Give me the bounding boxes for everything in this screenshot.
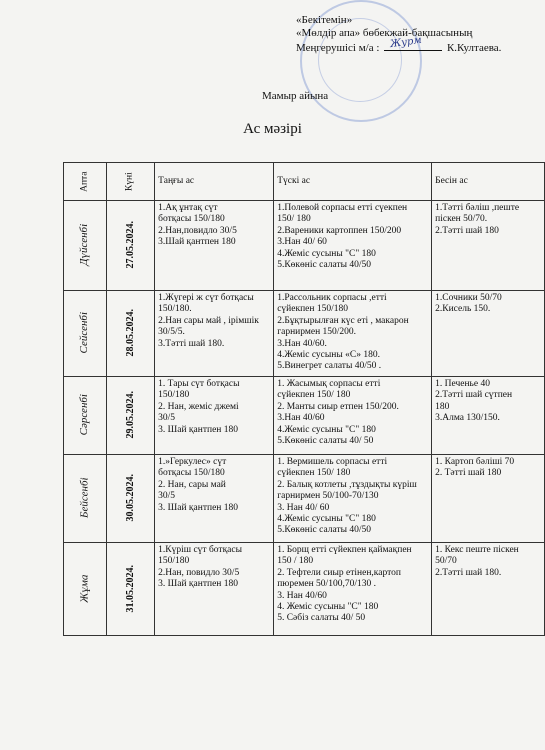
weekday-label: Сейсенбі — [78, 312, 91, 354]
breakfast-cell — [155, 291, 274, 377]
breakfast-item: 3.Шай қантпен 180 — [158, 237, 236, 248]
breakfast-cell — [155, 455, 274, 543]
snack-item: 3.Алма 130/150. — [435, 413, 500, 424]
date-label: 28.05.2024. — [124, 309, 136, 357]
date-label: 30.05.2024. — [124, 474, 136, 522]
table-row — [64, 543, 545, 636]
manager-line — [296, 34, 502, 55]
lunch-item: 3. Нан 40/ 60 — [277, 502, 330, 513]
lunch-item: 5.Көкөніс салаты 40/ 50 — [277, 436, 374, 447]
lunch-item: 150/ 180 — [277, 214, 311, 225]
snack-cell — [432, 377, 545, 455]
snack-cell — [432, 201, 545, 291]
lunch-cell — [274, 455, 432, 543]
weekday-label: Дүйсенбі — [78, 224, 91, 266]
weekday-cell — [64, 543, 107, 636]
weekday-label: Жұма — [78, 574, 91, 603]
breakfast-item: 2. Нан, жеміс джемі — [158, 401, 239, 412]
snack-item: 180 — [435, 401, 450, 412]
lunch-item: 5.Көкөніс салаты 40/50 — [277, 260, 372, 271]
date-cell — [106, 543, 155, 636]
lunch-cell — [274, 543, 432, 636]
lunch-item: 5. Сәбіз салаты 40/ 50 — [277, 613, 366, 624]
handwritten-signature: Журм — [389, 34, 423, 51]
approve-line: «Бекітемін» — [296, 14, 353, 26]
lunch-item: 5.Винегрет салаты 40/50 . — [277, 361, 382, 372]
breakfast-item: 3. Шай қантпен 180 — [158, 502, 239, 513]
lunch-item: 5.Көкөніс салаты 40/50 — [277, 525, 372, 536]
breakfast-item: 30/5 — [158, 491, 176, 502]
lunch-item: 2. Тефтели сиыр етінен,картоп — [277, 567, 401, 578]
header-week: Апта — [64, 163, 107, 201]
lunch-item: пюремен 50/100,70/130 . — [277, 579, 376, 590]
date-cell — [106, 455, 155, 543]
month-label: Мамыр айына — [262, 90, 329, 102]
menu-table — [63, 162, 545, 636]
lunch-cell — [274, 377, 432, 455]
table-row — [64, 201, 545, 291]
breakfast-cell — [155, 543, 274, 636]
table-row — [64, 291, 545, 377]
lunch-item: гарнирмен 50/100-70/130 — [277, 491, 379, 502]
date-label: 27.05.2024. — [124, 221, 136, 269]
breakfast-cell — [155, 377, 274, 455]
lunch-item: 1.Рассольник сорпасы ,етті — [277, 293, 387, 303]
lunch-item: 4.Жеміс сусыны "С" 180 — [277, 424, 376, 435]
snack-item: 1. Кекс пеште піскен — [435, 545, 519, 555]
lunch-item: 150 / 180 — [277, 556, 314, 567]
breakfast-item: 150/180 — [158, 390, 190, 401]
breakfast-item: 3. Шай қантпен 180 — [158, 424, 239, 435]
breakfast-item: 1.Күріш сүт ботқасы — [158, 545, 242, 555]
weekday-cell — [64, 291, 107, 377]
date-cell — [106, 291, 155, 377]
header-snack: Бесін ас — [432, 163, 545, 201]
snack-cell — [432, 291, 545, 377]
lunch-item: сүйекпен 150/ 180 — [277, 390, 351, 401]
breakfast-item: ботқасы 150/180 — [158, 214, 225, 225]
lunch-item: 4.Жеміс сусыны "С" 180 — [277, 514, 376, 525]
weekday-label: Бейсенбі — [78, 477, 91, 519]
breakfast-item: 30/5/5. — [158, 327, 185, 338]
snack-item: 1.Тәтті бәліш ,пеште — [435, 203, 520, 213]
weekday-cell — [64, 201, 107, 291]
breakfast-cell — [155, 201, 274, 291]
date-label: 31.05.2024. — [124, 564, 136, 613]
breakfast-item: 3. Шай қантпен 180 — [158, 579, 239, 590]
lunch-item: 3.Нан 40/60 — [277, 413, 325, 424]
lunch-cell — [274, 201, 432, 291]
breakfast-item: 30/5 — [158, 413, 176, 424]
weekday-label: Сәрсенбі — [78, 394, 91, 436]
snack-item: 1. Печенье 40 — [435, 379, 490, 389]
signature-line — [384, 34, 442, 51]
approval-header — [296, 14, 501, 55]
breakfast-item: ботқасы 150/180 — [158, 468, 225, 479]
lunch-item: гарнирмен 150/200. — [277, 327, 357, 338]
lunch-item: 2.Вареники картоппен 150/200 — [277, 225, 402, 236]
weekday-cell — [64, 377, 107, 455]
lunch-item: 3. Нан 40/60 — [277, 590, 327, 601]
lunch-cell — [274, 291, 432, 377]
snack-item: 2.Тәтті шай 180. — [435, 567, 502, 578]
lunch-item: 2. Балық котлеты ,тұздықты күріш — [277, 479, 417, 490]
table-row — [64, 377, 545, 455]
snack-item: піскен 50/70. — [435, 214, 488, 225]
manager-label: Меңгерушісі м/а : — [296, 42, 380, 54]
kindergarten-line: «Мөлдір апа» бөбекжай-бақшасының — [296, 27, 473, 39]
page-title: Ас мәзірі — [243, 121, 302, 137]
lunch-item: 1. Жасымық сорпасы етті — [277, 379, 381, 389]
weekday-cell — [64, 455, 107, 543]
table-row — [64, 455, 545, 543]
table-header-row — [64, 163, 545, 201]
header-breakfast: Таңғы ас — [155, 163, 274, 201]
snack-cell — [432, 543, 545, 636]
lunch-item: 4. Жеміс сусыны "С" 180 — [277, 602, 379, 613]
breakfast-item: 2.Нан, повидло 30/5 — [158, 567, 240, 578]
lunch-item: 2. Манты сиыр етпен 150/200. — [277, 401, 399, 412]
snack-item: 2.Кисель 150. — [435, 304, 491, 315]
lunch-item: 4.Жеміс сусыны "С" 180 — [277, 248, 376, 259]
manager-name: К.Култаева. — [446, 42, 502, 54]
lunch-item: 1. Вермишель сорпасы етті — [277, 457, 388, 467]
breakfast-item: 2.Нан сары май , ірімшік — [158, 315, 259, 326]
snack-item: 1. Картоп бәліші 70 — [435, 457, 515, 467]
lunch-item: 1.Полевой сорпасы етті сүекпен — [277, 203, 408, 213]
breakfast-item: 1.Ақ ұнтақ сүт — [158, 203, 218, 213]
snack-item: 50/70 — [435, 556, 457, 567]
date-label: 29.05.2024. — [124, 391, 136, 439]
snack-item: 2. Тәтті шай 180 — [435, 468, 502, 479]
snack-item: 2.Тәтті шай 180 — [435, 225, 499, 236]
lunch-item: сүйекпен 150/ 180 — [277, 468, 351, 479]
lunch-item: 2.Бұқтырылған күс еті , макарон — [277, 315, 409, 326]
breakfast-item: 150/180. — [158, 304, 192, 315]
snack-cell — [432, 455, 545, 543]
snack-item: 2.Тәтті шай сүтпен — [435, 390, 513, 401]
breakfast-item: 150/180 — [158, 556, 190, 567]
date-cell — [106, 201, 155, 291]
snack-item: 1.Сочники 50/70 — [435, 293, 502, 303]
breakfast-item: 2. Нан, сары май — [158, 479, 226, 490]
breakfast-item: 2.Нан,повидло 30/5 — [158, 225, 237, 236]
lunch-item: сүйекпен 150/180 — [277, 304, 349, 315]
header-lunch: Түскі ас — [274, 163, 432, 201]
lunch-item: 3.Нан 40/ 60 — [277, 237, 327, 248]
lunch-item: 3.Нан 40/60. — [277, 338, 327, 349]
breakfast-item: 1.Жүгері ж сүт ботқасы — [158, 293, 254, 303]
header-day: Күні — [106, 163, 155, 201]
breakfast-item: 3.Тәтті шай 180. — [158, 338, 225, 349]
date-cell — [106, 377, 155, 455]
lunch-item: 1. Борщ етті сүйекпен қаймақпен — [277, 545, 412, 555]
lunch-item: 4.Жеміс сусыны «С» 180. — [277, 350, 380, 361]
breakfast-item: 1.»Геркулес» сүт — [158, 457, 227, 467]
breakfast-item: 1. Тары сүт ботқасы — [158, 379, 240, 389]
